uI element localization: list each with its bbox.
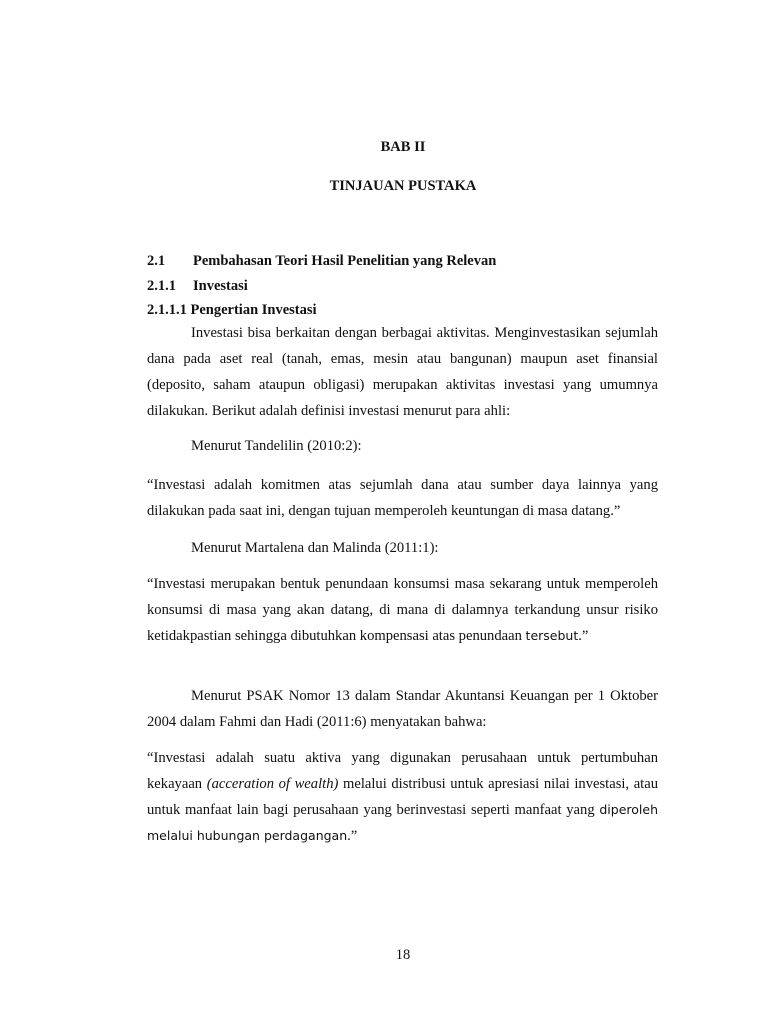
heading-text: Pengertian Investasi (190, 302, 317, 318)
quote-tandelilin (147, 472, 658, 524)
heading-2-1-1 (147, 277, 248, 295)
heading-2-1 (147, 252, 496, 270)
source-tandelilin (147, 433, 658, 459)
quote-text: “Investasi adalah suatu aktiva yang digunakan perusahaan untuk pertumbuhan kekayaan (147, 750, 658, 792)
source-text: Menurut PSAK Nomor 13 dalam Standar Akuntansi Keuangan per 1 Oktober 2004 dalam Fahmi dan Hadi (2011:6) menyatakan bahwa: (147, 688, 658, 730)
heading-number: 2.1.1.1 (147, 302, 187, 318)
source-text: Menurut Tandelilin (2010:2): (191, 438, 362, 454)
quote-italic: (acceration of wealth) (206, 776, 339, 792)
heading-text: Pembahasan Teori Hasil Penelitian yang Relevan (193, 253, 497, 269)
quote-text-mid: melalui distribusi untuk apresiasi nilai investasi, atau untuk manfaat lain bagi perusahaan yang berinvestasi seperti manfaat yang (147, 776, 659, 818)
quote-text: “Investasi adalah komitmen atas sejumlah dana atau sumber daya lainnya yang dilakukan pada saat ini, dengan tujuan memperoleh keuntungan di masa datang (147, 477, 658, 519)
quote-psak (147, 745, 658, 849)
page-number: 18 (395, 947, 411, 963)
intro-text: Investasi bisa berkaitan dengan berbagai aktivitas. Menginvestasikan sejumlah dana pada aset real (tanah, emas, mesin atau bangunan) maupun aset finansial (deposito, saham ataupun obligasi) merupakan aktivitas investasi yang umumnya dilakukan. Berikut adalah definisi investasi menurut para ahli: (147, 325, 658, 419)
quote-end: .” (578, 628, 589, 644)
quote-martalena (147, 571, 658, 649)
quote-end: .” (347, 828, 358, 844)
chapter-title: TINJAUAN PUSTAKA (329, 178, 477, 194)
quote-tail: diperoleh melalui hubungan perdagangan (147, 802, 658, 843)
intro-paragraph (147, 320, 658, 424)
quote-end: .” (610, 503, 621, 519)
chapter-label: BAB II (380, 139, 426, 155)
heading-2-1-1-1 (147, 301, 317, 319)
quote-tail: tersebut (525, 628, 579, 643)
source-psak (147, 683, 658, 735)
source-text: Menurut Martalena dan Malinda (2011:1): (191, 540, 439, 556)
heading-number: 2.1 (147, 253, 166, 269)
source-martalena (147, 535, 658, 561)
heading-text: Investasi (193, 278, 248, 294)
heading-number: 2.1.1 (147, 278, 176, 294)
quote-text: “Investasi merupakan bentuk penundaan konsumsi masa sekarang untuk memperoleh konsumsi di masa yang akan datang, di mana di dalamnya terkandung unsur risiko ketidakpastian sehingga dibutuhkan kompensasi atas penundaan (147, 576, 658, 644)
